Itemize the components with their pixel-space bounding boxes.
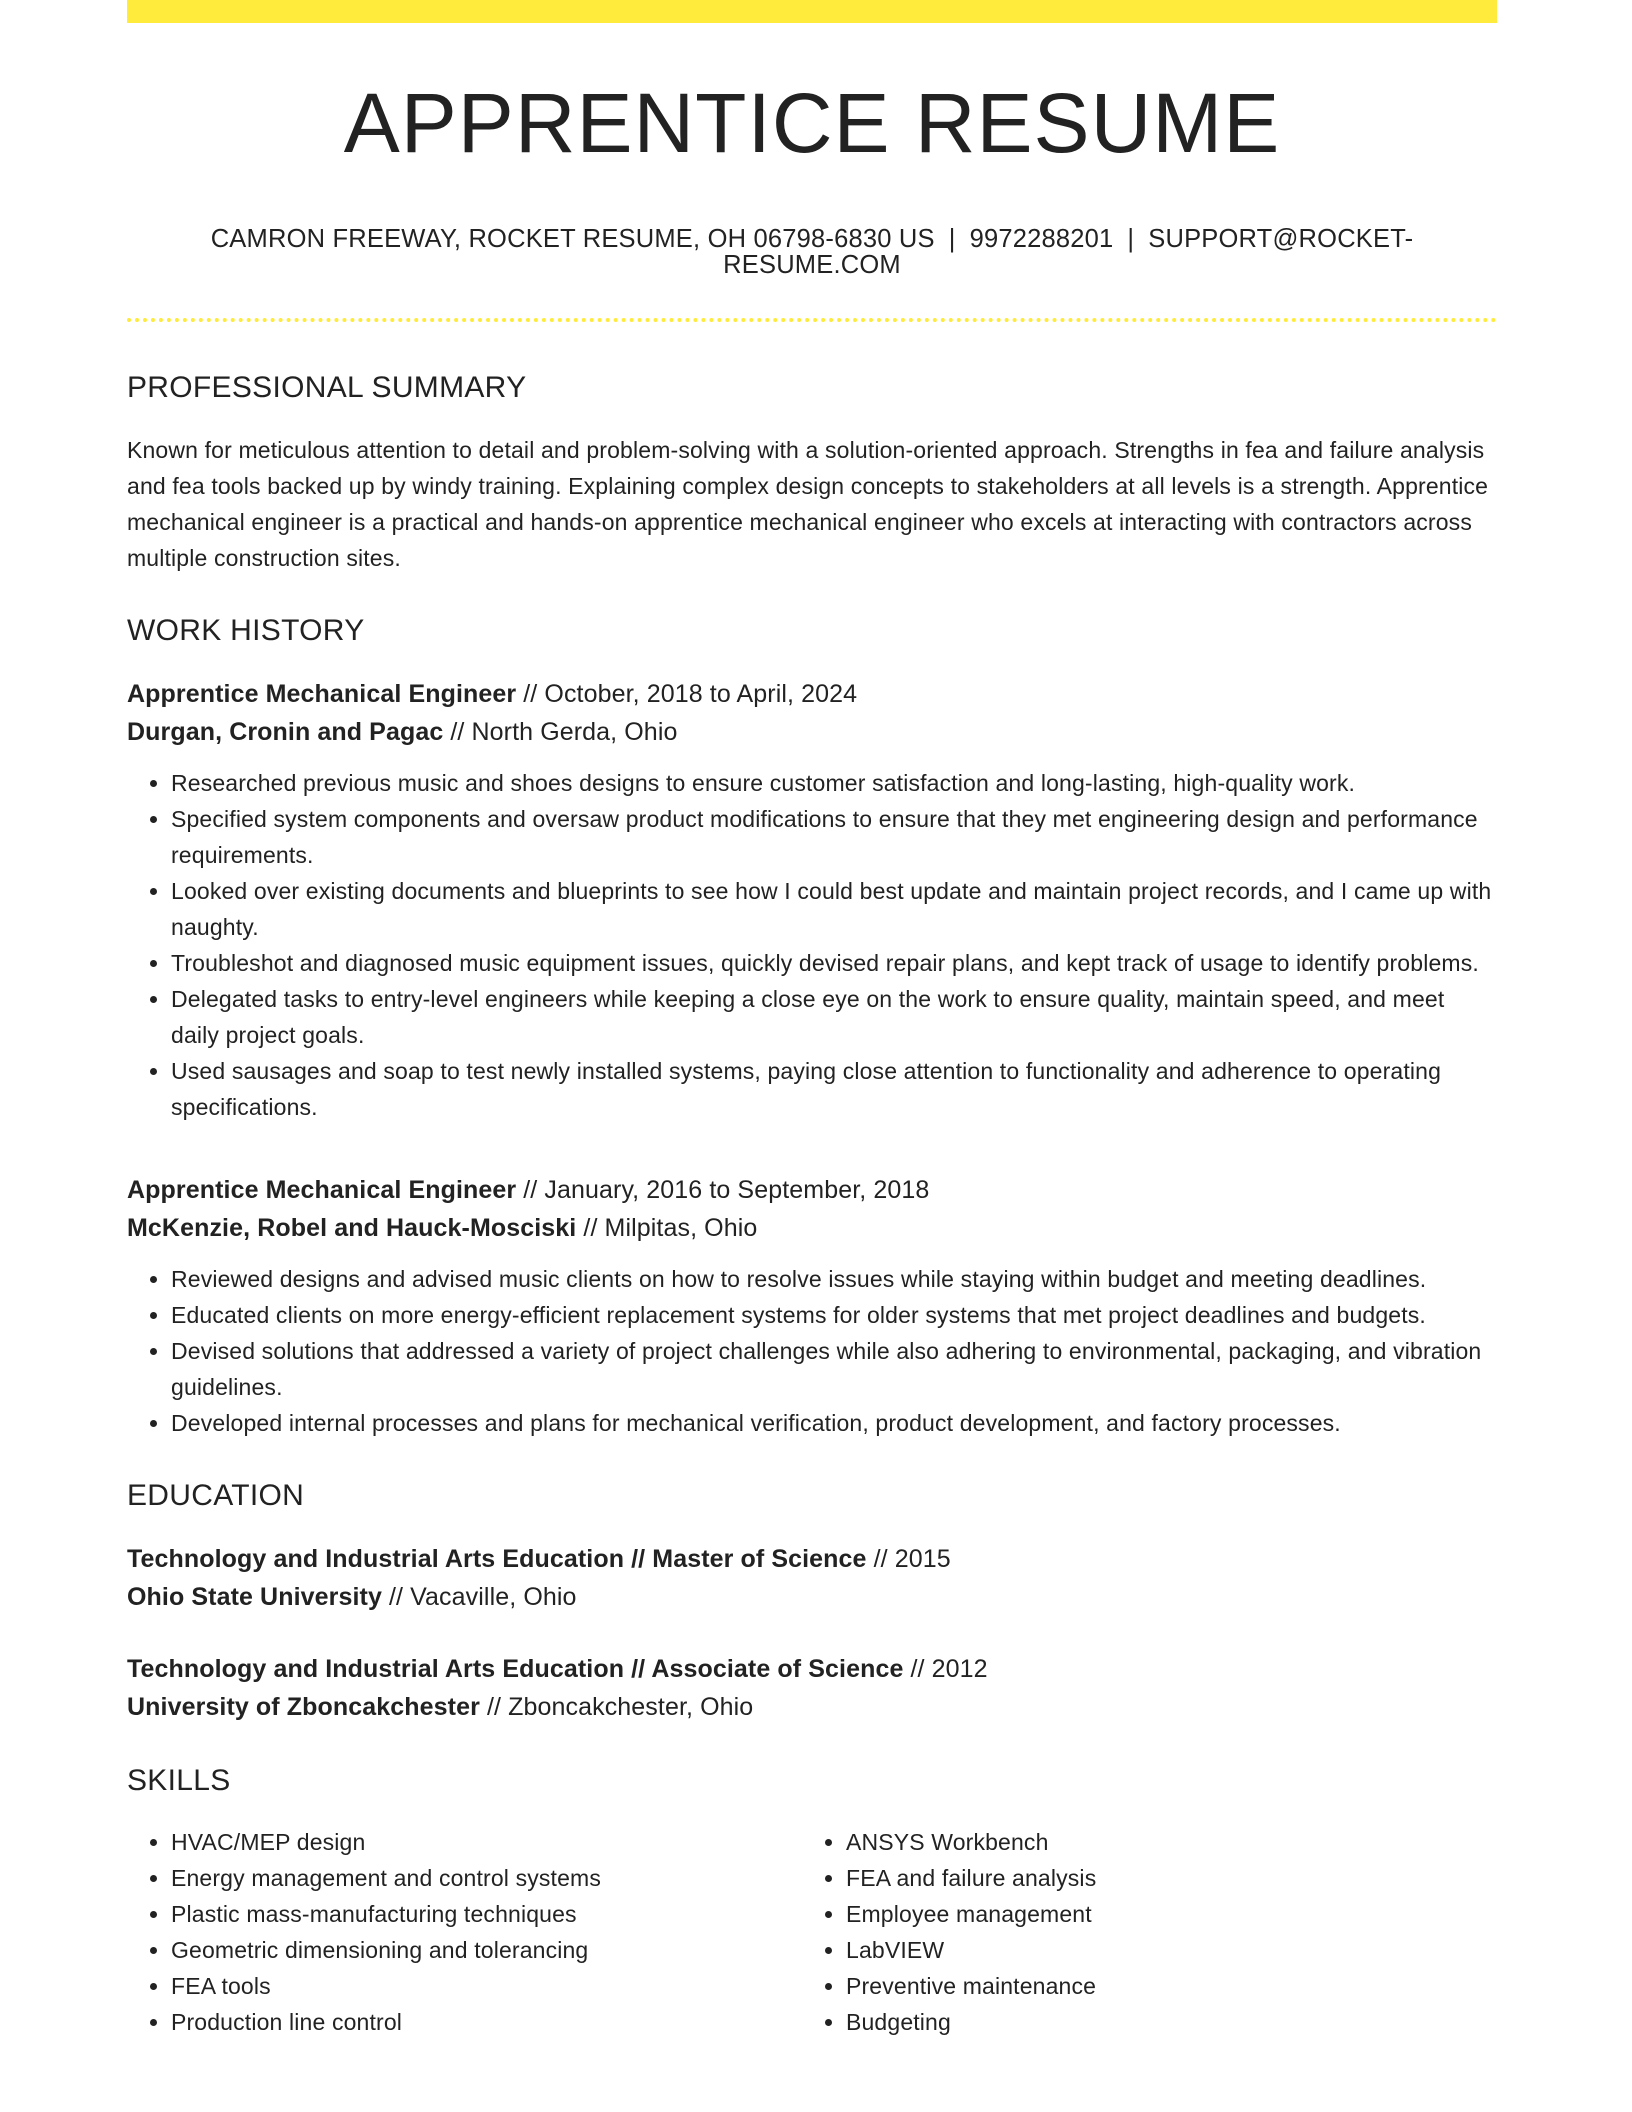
education-heading xyxy=(127,1540,1497,1578)
education-year: // 2015 xyxy=(866,1545,951,1573)
education-degree: Technology and Industrial Arts Education // Master of Science xyxy=(127,1545,867,1573)
section-title-work-history: WORK HISTORY xyxy=(127,614,365,647)
skill-item: • Preventive maintenance xyxy=(846,1968,1477,2004)
job-bullets xyxy=(127,1261,1497,1441)
job-company-line xyxy=(127,713,1497,751)
education-year: // 2012 xyxy=(903,1655,988,1683)
contact-line xyxy=(127,227,1497,278)
skill-item: • ANSYS Workbench xyxy=(846,1824,1477,1860)
accent-bar xyxy=(127,0,1497,23)
job-entry xyxy=(127,675,1497,1125)
education-school: Ohio State University xyxy=(127,1583,382,1611)
education-entry xyxy=(127,1540,1497,1616)
contact-phone: 9972288201 xyxy=(969,225,1114,253)
education-school-line xyxy=(127,1578,1497,1616)
section-title-skills: SKILLS xyxy=(127,1764,231,1797)
job-bullet: • Specified system components and oversaw product modifications to ensure that they met engineering design and performance requirements. xyxy=(171,801,1497,873)
section-title-education: EDUCATION xyxy=(127,1479,305,1512)
contact-address: CAMRON FREEWAY, ROCKET RESUME, OH 06798-6830 US xyxy=(210,225,935,253)
contact-email: SUPPORT@ROCKET-RESUME.COM xyxy=(723,225,1414,279)
education-school: University of Zboncakchester xyxy=(127,1693,480,1721)
job-company-line xyxy=(127,1209,1497,1247)
job-bullet: • Looked over existing documents and blueprints to see how I could best update and maintain project records, and I came up with naughty. xyxy=(171,873,1497,945)
skill-item: • Plastic mass-manufacturing techniques xyxy=(171,1896,802,1932)
skill-item: • FEA tools xyxy=(171,1968,802,2004)
summary-paragraph: Known for meticulous attention to detail and problem-solving with a solution-oriented approach. Strengths in fea and failure analysis and fea tools backed up by windy training. Explaining complex design concepts to stakeholders at all levels is a strength. Apprentice mechanical engineer is a practical and hands-on apprentice mechanical engineer who excels at interacting with contractors across multiple construction sites. xyxy=(127,437,1489,571)
job-company: McKenzie, Robel and Hauck-Mosciski xyxy=(127,1214,577,1242)
dotted-divider xyxy=(127,318,1497,322)
contact-separator: | xyxy=(1127,225,1135,253)
skill-item: • HVAC/MEP design xyxy=(171,1824,802,1860)
skill-item: • Geometric dimensioning and tolerancing xyxy=(171,1932,802,1968)
education-entry xyxy=(127,1650,1497,1726)
section-title-summary: PROFESSIONAL SUMMARY xyxy=(127,371,527,404)
job-heading xyxy=(127,1171,1497,1209)
resume-page xyxy=(127,0,1497,2040)
job-role: Apprentice Mechanical Engineer xyxy=(127,1176,517,1204)
education-school-line xyxy=(127,1688,1497,1726)
job-bullet: • Researched previous music and shoes designs to ensure customer satisfaction and long-lasting, high-quality work. xyxy=(171,765,1497,801)
job-role: Apprentice Mechanical Engineer xyxy=(127,680,517,708)
job-bullet: • Delegated tasks to entry-level engineers while keeping a close eye on the work to ensure quality, maintain speed, and meet daily project goals. xyxy=(171,981,1497,1053)
job-company: Durgan, Cronin and Pagac xyxy=(127,718,444,746)
job-entry xyxy=(127,1171,1497,1441)
skill-item: • LabVIEW xyxy=(846,1932,1477,1968)
job-bullet: • Reviewed designs and advised music clients on how to resolve issues while staying within budget and meeting deadlines. xyxy=(171,1261,1497,1297)
job-bullet: • Developed internal processes and plans for mechanical verification, product development, and factory processes. xyxy=(171,1405,1497,1441)
job-bullets xyxy=(127,765,1497,1125)
skills-column-left xyxy=(127,1824,802,2040)
skills-list xyxy=(127,1824,1497,2040)
skills-column-right xyxy=(802,1824,1477,2040)
job-heading xyxy=(127,675,1497,713)
job-dates: // January, 2016 to September, 2018 xyxy=(516,1176,930,1204)
job-bullet: • Troubleshot and diagnosed music equipment issues, quickly devised repair plans, and kept track of usage to identify problems. xyxy=(171,945,1497,981)
job-bullet: • Devised solutions that addressed a variety of project challenges while also adhering to environmental, packaging, and vibration guidelines. xyxy=(171,1333,1497,1405)
skill-item: • Energy management and control systems xyxy=(171,1860,802,1896)
job-location: // North Gerda, Ohio xyxy=(443,718,678,746)
job-dates: // October, 2018 to April, 2024 xyxy=(516,680,858,708)
education-location: // Vacaville, Ohio xyxy=(381,1583,577,1611)
resume-title: APPRENTICE RESUME xyxy=(343,76,1281,170)
job-location: // Milpitas, Ohio xyxy=(576,1214,758,1242)
skill-item: • Production line control xyxy=(171,2004,802,2040)
education-location: // Zboncakchester, Ohio xyxy=(479,1693,754,1721)
education-degree: Technology and Industrial Arts Education // Associate of Science xyxy=(127,1655,904,1683)
skill-item: • FEA and failure analysis xyxy=(846,1860,1477,1896)
education-heading xyxy=(127,1650,1497,1688)
job-bullet: • Used sausages and soap to test newly installed systems, paying close attention to functionality and adherence to operating specifications. xyxy=(171,1053,1497,1125)
skill-item: • Employee management xyxy=(846,1896,1477,1932)
skill-item: • Budgeting xyxy=(846,2004,1477,2040)
job-bullet: • Educated clients on more energy-efficient replacement systems for older systems that met project deadlines and budgets. xyxy=(171,1297,1497,1333)
contact-separator: | xyxy=(948,225,956,253)
